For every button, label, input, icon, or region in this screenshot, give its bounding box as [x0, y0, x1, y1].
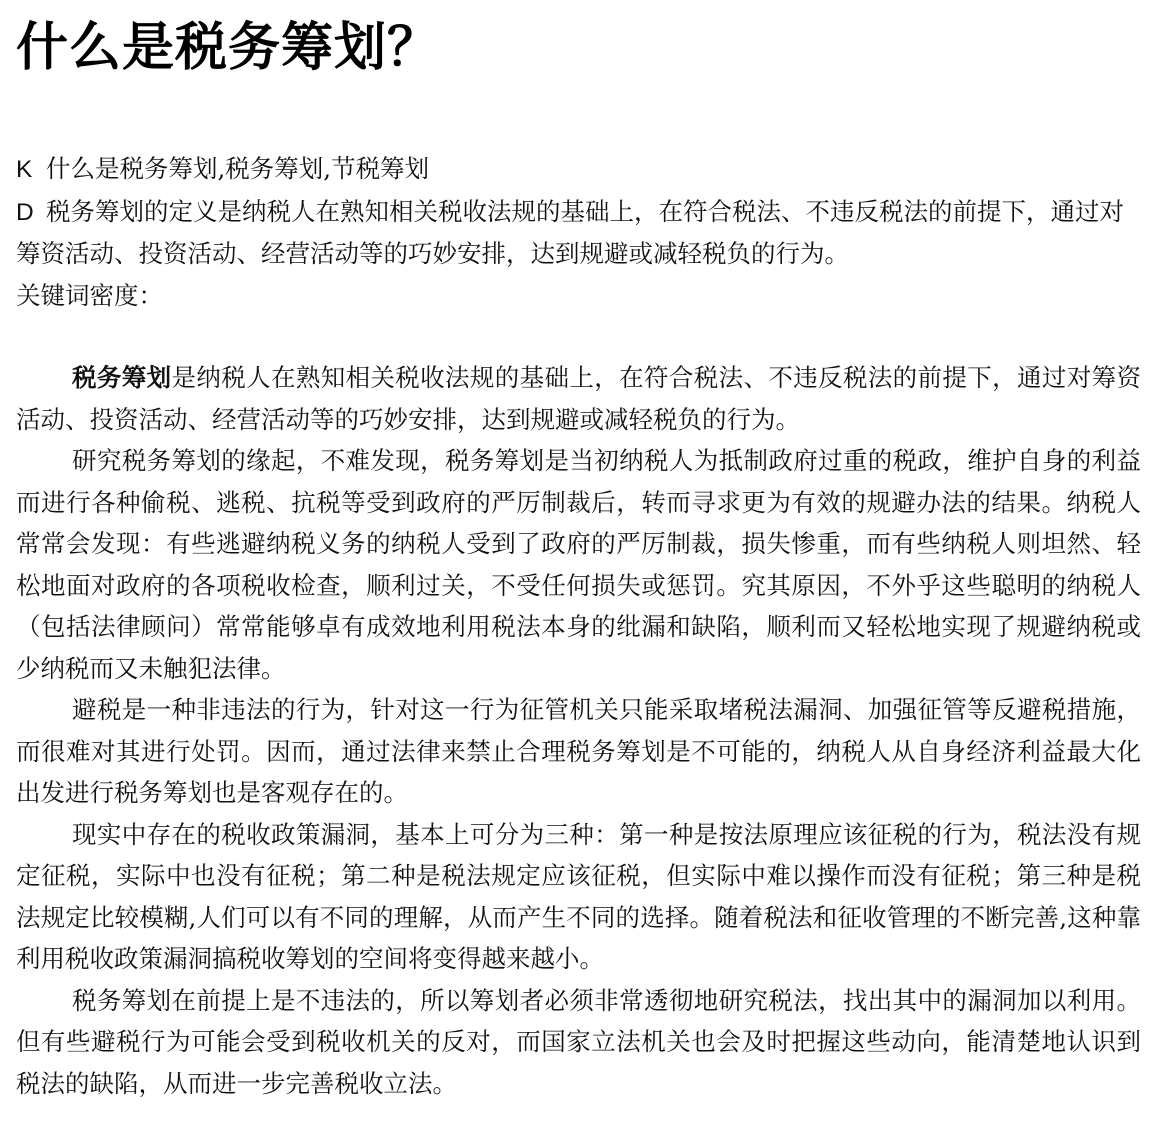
- keywords-text: 什么是税务筹划,税务筹划,节税筹划: [46, 154, 430, 183]
- paragraph-avoidance: 避税是一种非违法的行为，针对这一行为征管机关只能采取堵税法漏洞、加强征管等反避税措施，而很难对其进行处罚。因而，通过法律来禁止合理税务筹划是不可能的，纳税人从自身经济利益最大化出发进行税务筹划也是客观存在的。: [16, 695, 1141, 807]
- paragraph-origin: 研究税务筹划的缘起，不难发现，税务筹划是当初纳税人为抵制政府过重的税政，维护自身的利益而进行各种偷税、逃税、抗税等受到政府的严厉制裁后，转而寻求更为有效的规避办法的结果。纳税人常常会发现：有些逃避纳税义务的纳税人受到了政府的严厉制裁，损失惨重，而有些纳税人则坦然、轻松地面对政府的各项税收检查，顺利过关，不受任何损失或惩罚。究其原因，不外乎这些聪明的纳税人（包括法律顾问）常常能够卓有成效地利用税法本身的纰漏和缺陷，顺利而又轻松地实现了规避纳税或少纳税而又未触犯法律。: [16, 446, 1141, 683]
- highlighted-keyword: 税务筹划: [72, 363, 172, 392]
- paragraph-premise: 税务筹划在前提上是不违法的，所以筹划者必须非常透彻地研究税法，找出其中的漏洞加以利用。但有些避税行为可能会受到税收机关的反对，而国家立法机关也会及时把握这些动向，能清楚地认识到税法的缺陷，从而进一步完善税收立法。: [16, 985, 1141, 1098]
- keyword-density-label: 关键词密度：: [16, 280, 163, 310]
- description-line: [16, 191, 1141, 275]
- paragraph-loopholes: 现实中存在的税收政策漏洞，基本上可分为三种：第一种是按法原理应该征税的行为，税法没有规定征税，实际中也没有征税；第二种是税法规定应该征税，但实际中难以操作而没有征税；第三种是税法规定比较模糊,人们可以有不同的理解，从而产生不同的选择。随着税法和征收管理的不断完善,这种靠利用税收政策漏洞搞税收筹划的空间将变得越来越小。: [16, 819, 1141, 973]
- document-page: [16, 10, 1141, 1104]
- article-body: [16, 357, 1141, 1104]
- meta-block: [16, 148, 1141, 316]
- keywords-line: [16, 148, 1141, 191]
- description-text: 税务筹划的定义是纳税人在熟知相关税收法规的基础上，在符合税法、不违反税法的前提下，通过对筹资活动、投资活动、经营活动等的巧妙安排，达到规避或减轻税负的行为。: [16, 196, 1124, 268]
- paragraph-definition: [16, 357, 1141, 440]
- description-tag: D: [16, 198, 34, 226]
- keywords-tag: K: [16, 156, 33, 183]
- paragraph-definition-text: 是纳税人在熟知相关税收法规的基础上，在符合税法、不违反税法的前提下，通过对筹资活动、投资活动、经营活动等的巧妙安排，达到规避或减轻税负的行为。: [16, 363, 1142, 434]
- page-title: 什么是税务筹划？: [16, 18, 441, 78]
